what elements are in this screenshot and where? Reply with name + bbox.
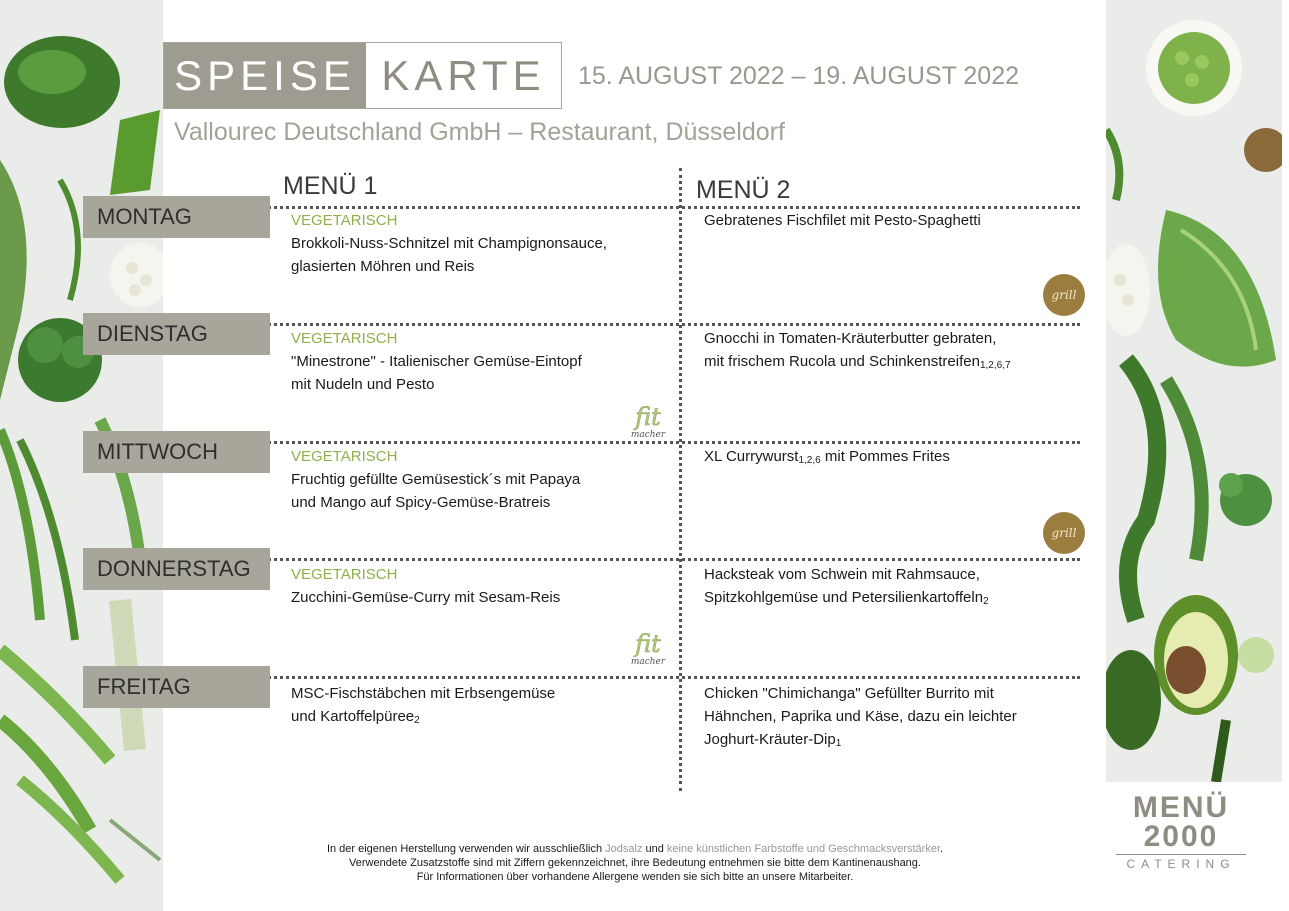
dish-line: Gnocchi in Tomaten-Kräuterbutter gebraten, [704,330,997,347]
dish-line: Gebratenes Fischfilet mit Pesto-Spaghetti [704,212,981,229]
fitmacher-icon [622,401,674,441]
column-header-menu2: MENÜ 2 [696,176,791,204]
vegetarian-tag: VEGETARISCH [291,566,398,583]
footer-text: In der eigenen Herstellung verwenden wir ausschließlich [326,843,606,855]
dish-line: Hacksteak vom Schwein mit Rahmsauce, [704,566,980,583]
menu-title [163,42,562,109]
day-label-montag: MONTAG [83,196,270,238]
row-divider [245,676,1080,679]
dish-text: Spitzkohlgemüse und Petersilienkartoffeln [704,589,984,606]
day-label-mittwoch: MITTWOCH [83,431,270,473]
menu1-montag [291,209,607,278]
vegetable-photo-right [1106,0,1282,782]
dish-line: Brokkoli-Nuss-Schnitzel mit Champignonsauce, [291,235,607,252]
menu2000-logo [1116,793,1246,871]
dish-line: Fruchtig gefüllte Gemüsestick´s mit Papaya [291,471,581,488]
menu1-freitag [291,682,555,728]
grill-badge-icon: grill [1043,512,1085,554]
date-range: 15. AUGUST 2022 – 19. AUGUST 2022 [578,62,1020,90]
fitmacher-icon [622,628,674,668]
dish-text: XL Currywurst [704,448,799,465]
dish-line: Chicken "Chimichanga" Gefüllter Burrito mit [704,685,994,702]
dish-line [704,586,989,609]
vegetarian-tag: VEGETARISCH [291,330,398,347]
dish-line: "Minestrone" - Italienischer Gemüse-Eintopf [291,353,582,370]
column-header-menu1: MENÜ 1 [283,172,378,200]
additive-numbers: 1,2,6,7 [979,360,1011,371]
footer-text: . [940,843,944,855]
restaurant-subtitle: Vallourec Deutschland GmbH – Restaurant, Düsseldorf [174,118,785,146]
dish-line: MSC-Fischstäbchen mit Erbsengemüse [291,685,556,702]
additive-numbers: 1 [835,738,842,749]
dish-line [704,350,1011,373]
day-label-freitag: FREITAG [83,666,270,708]
footer-text: und [642,843,667,855]
dish-text: mit frischem Rucola und Schinkenstreifen [704,353,980,370]
fit-sublabel: macher [630,430,666,440]
row-divider [245,323,1080,326]
dish-text: mit Pommes Frites [820,448,950,465]
menu1-donnerstag [291,563,560,609]
fit-sublabel: macher [630,657,666,667]
dish-line [704,445,950,468]
menu1-mittwoch [291,445,580,514]
dish-line: glasierten Möhren und Reis [291,258,475,275]
dish-line: Hähnchen, Paprika und Käse, dazu ein leichter [704,708,1017,725]
dish-line [291,705,555,728]
vegetarian-tag: VEGETARISCH [291,212,398,229]
dish-line: Zucchini-Gemüse-Curry mit Sesam-Reis [291,589,561,606]
column-divider [679,168,682,791]
logo-line2: 2000 [1143,820,1219,853]
additive-numbers: 2 [983,596,989,607]
fit-label: fit [635,630,661,658]
dish-text: und Kartoffelpüree [291,708,415,725]
logo-line1: MENÜ [1132,791,1230,824]
menu1-dienstag [291,327,582,396]
row-divider [245,558,1080,561]
fit-label: fit [635,403,661,431]
grill-badge-icon: grill [1043,274,1085,316]
footer-line [160,842,1110,856]
day-label-dienstag: DIENSTAG [83,313,270,355]
dish-line: mit Nudeln und Pesto [291,376,435,393]
menu2-montag [704,209,981,232]
menu2-freitag [704,682,1017,751]
dish-line [704,728,1017,751]
menu2-mittwoch [704,445,950,468]
additive-numbers: 2 [414,715,420,726]
menu2-donnerstag [704,563,989,609]
dish-line: und Mango auf Spicy-Gemüse-Bratreis [291,494,551,511]
footer-notes [160,842,1110,884]
row-divider [245,441,1080,444]
footer-highlight: Jodsalz [605,843,643,855]
footer-highlight: keine künstlichen Farbstoffe und Geschmacksverstärker [666,843,940,855]
title-part2: KARTE [381,51,546,99]
menu2-dienstag [704,327,1011,373]
dish-text: Joghurt-Kräuter-Dip [704,731,836,748]
footer-line: Für Informationen über vorhandene Allergene wenden sie sich bitte an unsere Mitarbeiter. [416,871,854,883]
title-part1: SPEISE [164,43,366,108]
logo-line3: CATERING [1116,854,1246,871]
vegetarian-tag: VEGETARISCH [291,448,398,465]
footer-line: Verwendete Zusatzstoffe sind mit Ziffern gekennzeichnet, ihre Bedeutung entnehmen sie bitte dem Kantinenaushang. [349,857,921,869]
additive-numbers: 1,2,6 [798,455,821,466]
day-label-donnerstag: DONNERSTAG [83,548,270,590]
